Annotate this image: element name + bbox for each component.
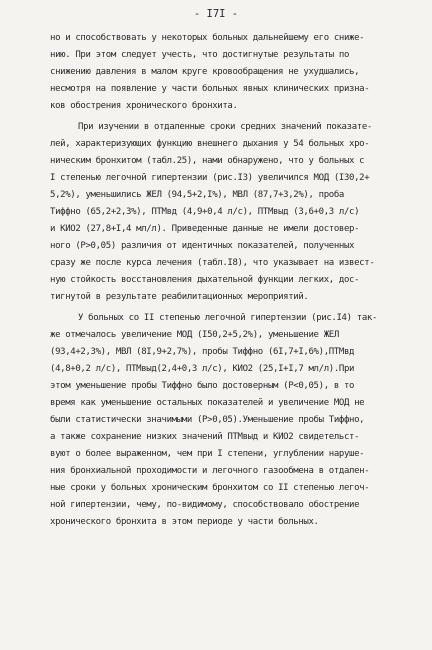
text-line: лей, характеризующих функцию внешнего дыхания у 54 больных хро- xyxy=(50,139,370,149)
text-line: же отмечалось увеличение МОД (I50,2+5,2%), уменьшение ЖЕЛ xyxy=(50,330,339,340)
text-line: 5,2%), уменьшились ЖЕЛ (94,5+2,I%), МВЛ (87,7+3,2%), проба xyxy=(50,190,344,200)
text-line: а также сохранение низких значений ПТМвыд и КИО2 свидетельст- xyxy=(50,432,360,442)
text-line: ническим бронхитом (табл.25), нами обнаружено, что у больных с xyxy=(50,156,365,166)
text-line: ния бронхиальной проходимости и легочного газообмена в отдален- xyxy=(50,466,370,476)
text-line: У больных со II степенью легочной гипертензии (рис.I4) так- xyxy=(78,313,378,323)
text-line: тигнутой в результате реабилитационных мероприятий. xyxy=(50,292,309,302)
text-line: (4,8+0,2 л/с), ПТМвыд(2,4+0,3 л/с), КИО2 (25,I+I,7 мл/л).При xyxy=(50,364,355,374)
text-line: ную стойкость восстановления дыхательной функции легких, дос- xyxy=(50,275,360,285)
text-line: (93,4+2,3%), МВЛ (8I,9+2,7%), пробы Тиффно (6I,7+I,6%),ПТМвд xyxy=(50,347,355,357)
text-line: ные сроки у больных хроническим бронхитом со II степенью легоч- xyxy=(50,483,370,493)
body-text xyxy=(50,30,410,531)
text-line: ков обострения хронического бронхита. xyxy=(50,101,238,111)
text-line: и КИО2 (27,8+I,4 мл/л). Приведенные данные не имели достовер- xyxy=(50,224,360,234)
text-line: хронического бронхита в этом периоде у части больных. xyxy=(50,517,319,527)
text-line: были статистически значимыми (P>0,05).Уменьшение пробы Тиффно, xyxy=(50,415,365,425)
page-number: - I7I - xyxy=(193,8,239,20)
text-line: но и способствовать у некоторых больных дальнейшему его сниже- xyxy=(50,33,365,43)
text-line: При изучении в отдаленные сроки средних значений показате- xyxy=(78,122,372,132)
text-line: вуют о более выраженном, чем при I степени, углублении наруше- xyxy=(50,449,365,459)
text-line: ной гипертензии, чему, по-видимому, способствовало обострение xyxy=(50,500,360,510)
text-line: I степенью легочной гипертензии (рис.I3) увеличился МОД (I30,2+ xyxy=(50,173,370,183)
text-line: нию. При этом следует учесть, что достигнутые результаты по xyxy=(50,50,350,60)
text-line: несмотря на появление у части больных явных клинических призна- xyxy=(50,84,370,94)
text-line: сразу же после курса лечения (табл.I8), что указывает на извест- xyxy=(50,258,375,268)
text-line: время как уменьшение остальных показателей и увеличение МОД не xyxy=(50,398,365,408)
text-line: снижению давления в малом круге кровообращения не ухудшались, xyxy=(50,67,360,77)
text-line: этом уменьшение пробы Тиффно было достоверным (P<0,05), в то xyxy=(50,381,355,391)
text-line: ного (P>0,05) различия от идентичных показателей, полученных xyxy=(50,241,355,251)
text-line: Тиффно (65,2+2,3%), ПТМвд (4,9+0,4 л/с), ПТМвыд (3,6+0,3 л/с) xyxy=(50,207,360,217)
